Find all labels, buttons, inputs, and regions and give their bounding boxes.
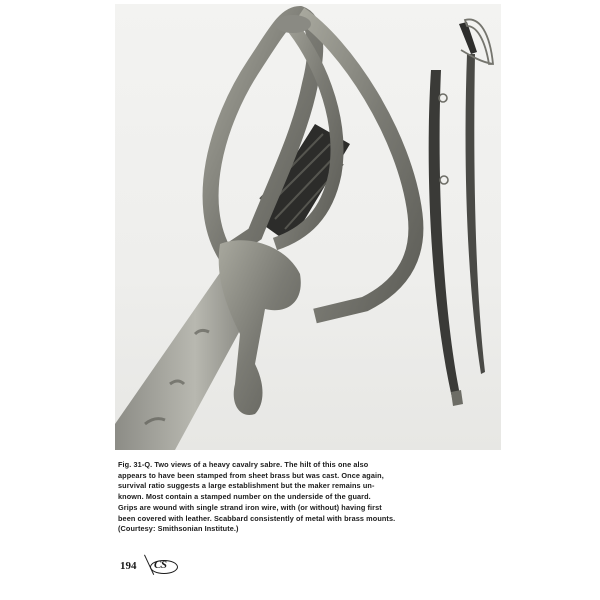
scabbard-ring-lower <box>440 176 448 184</box>
caption-line: been covered with leather. Scabbard consistently of metal with brass mounts. <box>118 513 396 523</box>
caption-line: Fig. 31-Q. Two views of a heavy cavalry sabre. The hilt of this one also <box>118 460 369 469</box>
pommel <box>275 15 311 33</box>
caption-line: Grips are wound with single strand iron wire, with (or without) having first <box>118 502 382 512</box>
sabre-photograph <box>115 4 501 450</box>
caption-line: (Courtesy: Smithsonian Institute.) <box>118 524 239 534</box>
caption-line: appears to have been stamped from sheet brass but was cast. Once again, <box>118 470 384 480</box>
scabbard-ring-upper <box>439 94 447 102</box>
page-folio <box>120 555 240 579</box>
caption-line: known. Most contain a stamped number on the underside of the guard. <box>118 492 371 502</box>
sabre-illustration <box>115 4 501 450</box>
publisher-logo <box>150 559 180 573</box>
page-number: 194 <box>120 560 137 572</box>
figure-caption <box>118 460 498 535</box>
logo-text: CS <box>154 559 167 571</box>
caption-line: survival ratio suggests a large establishment but the maker remains un- <box>118 481 375 491</box>
sabre-blade-full <box>466 54 485 374</box>
scabbard <box>429 70 461 402</box>
